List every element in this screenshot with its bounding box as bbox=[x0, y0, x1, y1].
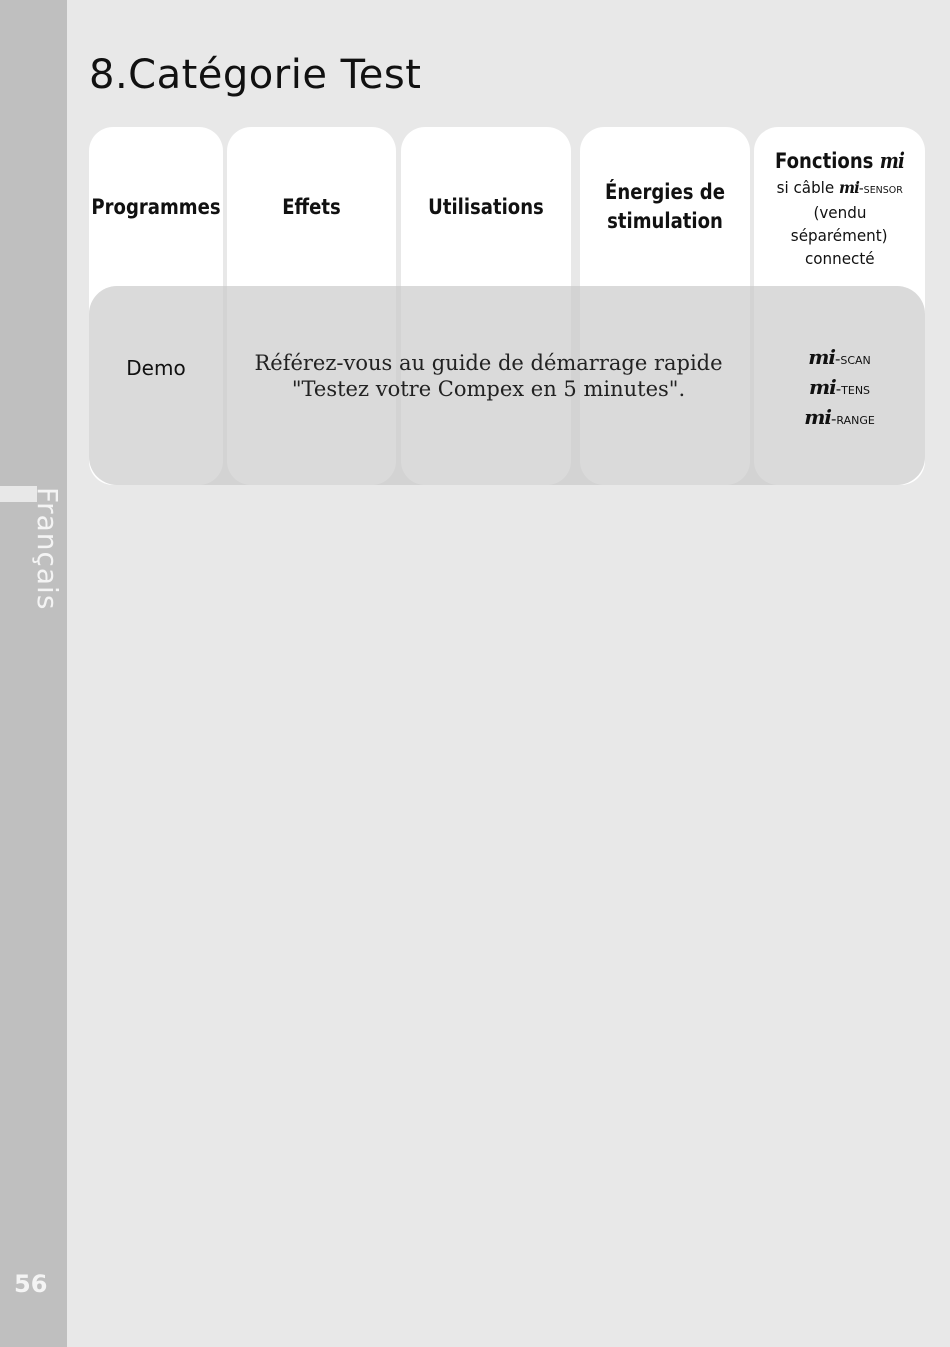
header-programmes: Programmes bbox=[91, 194, 221, 219]
cable-prefix: si câble bbox=[776, 178, 835, 197]
reference-note-line2: "Testez votre Compex en 5 minutes". bbox=[291, 377, 686, 401]
header-energies bbox=[592, 127, 738, 287]
mi-logo-icon: mi bbox=[804, 405, 831, 429]
cable-sensor-label: -sensor bbox=[858, 181, 903, 197]
mi-function-list bbox=[754, 343, 925, 433]
mi-function-range bbox=[754, 403, 925, 433]
page-number: 56 bbox=[14, 1270, 48, 1298]
header-energies-line2: stimulation bbox=[607, 209, 723, 233]
header-fonctions-line4: connecté bbox=[804, 249, 875, 268]
header-effets: Effets bbox=[282, 194, 341, 219]
reference-note bbox=[227, 350, 750, 402]
header-fonctions-cable bbox=[776, 176, 902, 201]
header-energies-line1: Énergies de bbox=[605, 180, 725, 204]
header-fonctions-word: Fonctions bbox=[775, 149, 874, 173]
header-fonctions-line2: (vendu bbox=[813, 203, 866, 222]
mi-logo-icon: mi bbox=[879, 148, 904, 173]
mi-function-name: -range bbox=[830, 410, 875, 428]
language-label: Français bbox=[31, 487, 64, 611]
mi-function-scan bbox=[754, 343, 925, 373]
mi-function-tens bbox=[754, 373, 925, 403]
page-title: 8.Catégorie Test bbox=[89, 52, 422, 98]
mi-logo-icon: mi bbox=[808, 375, 836, 399]
header-fonctions-line3: séparément) bbox=[791, 226, 888, 245]
header-fonctions bbox=[766, 133, 913, 283]
header-utilisations: Utilisations bbox=[428, 194, 544, 219]
header-fonctions-title bbox=[775, 146, 904, 176]
mi-function-name: -scan bbox=[834, 350, 871, 368]
mi-logo-icon: mi bbox=[838, 178, 859, 197]
mi-function-name: -tens bbox=[835, 380, 871, 398]
sidebar bbox=[0, 0, 67, 1347]
programme-cell: Demo bbox=[126, 356, 186, 380]
mi-logo-icon: mi bbox=[808, 345, 835, 369]
reference-note-line1: Référez-vous au guide de démarrage rapide bbox=[254, 351, 723, 375]
